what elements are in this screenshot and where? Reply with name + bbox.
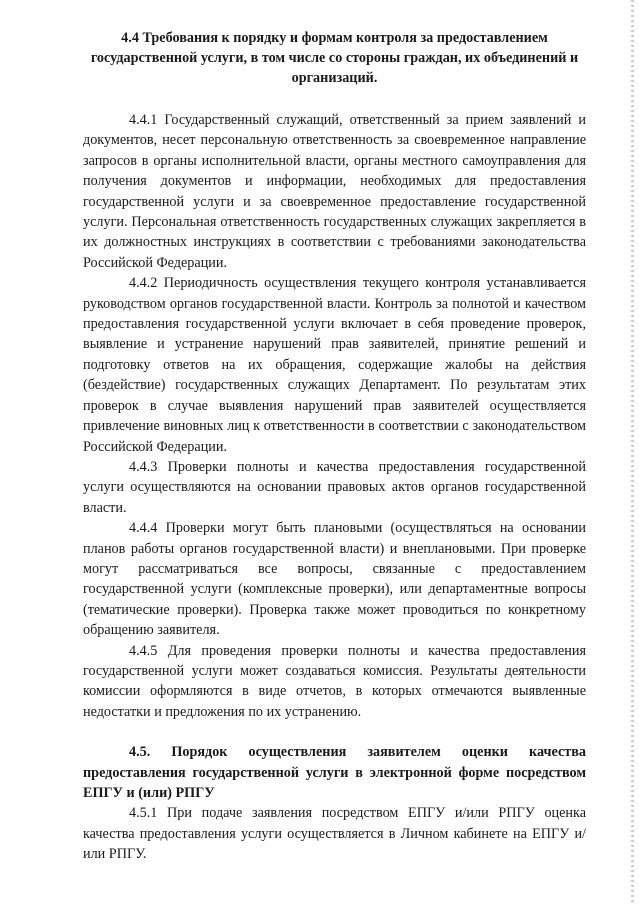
paragraph-4-4-1: 4.4.1 Государственный служащий, ответственный за прием заявлений и документов, несет персональную ответственность за своевременное направление запросов в органы исполнительной власти, органы местного самоуправления для получения документов и информации, необходимых для предоставления государственной услуги и за своевременное предоставление государственной услуги. Персональная ответственность государственных служащих закрепляется в их должностных инструкциях в соответствии с требованиями законодательства Российской Федерации. [83,112,586,271]
section-4-5-title: 4.5. Порядок осуществления заявителем оценки качества предоставления государственной услуги в электронной форме посредством ЕПГУ и (или) РПГУ [83,744,586,801]
paragraph-4-4-2: 4.4.2 Периодичность осуществления текущего контроля устанавливается руководством органов государственной власти. Контроль за полнотой и качеством предоставления государственной услуги включает в себя проведение проверок, выявление и устранение нарушений прав заявителей, принятие решений и подготовку ответов на их обращения, содержащие жалобы на действия (бездействие) государственных служащих Департамент. По результатам этих проверок в случае выявления нарушений прав заявителей осуществляется привлечение виновных лиц к ответственности в соответствии с законодательством Российской Федерации. [83,275,586,455]
section-heading: 4.4 Требования к порядку и формам контроля за предоставлением государственной услуги, в том числе со стороны граждан, их объединений и организаций. [90,30,579,86]
paragraph-4-4-3: 4.4.3 Проверки полноты и качества предоставления государственной услуги осуществляются на основании правовых актов органов государственной власти. [83,458,586,516]
paragraph-4-4-4: 4.4.4 Проверки могут быть плановыми (осуществляться на основании планов работы органов государственной власти) и внеплановыми. При проверке могут рассматриваться все вопросы, связанные с предоставлением государственной услуги (комплексные проверки), или департаментные вопросы (тематические проверки). Проверка также может проводиться по конкретному обращению заявителя. [83,520,586,639]
scan-edge [631,0,634,905]
paragraph-4-5-1: 4.5.1 При подаче заявления посредством ЕПГУ и/или РПГУ оценка качества предоставления услуги осуществляется в Личном кабинете на ЕПГУ и/или РПГУ. [83,805,586,863]
paragraph-4-4-5: 4.4.5 Для проведения проверки полноты и качества предоставления государственной услуги может создаваться комиссия. Результаты деятельности комиссии оформляются в виде отчетов, в которых отмечаются выявленные недостатки и предложения по их устранению. [83,642,586,720]
